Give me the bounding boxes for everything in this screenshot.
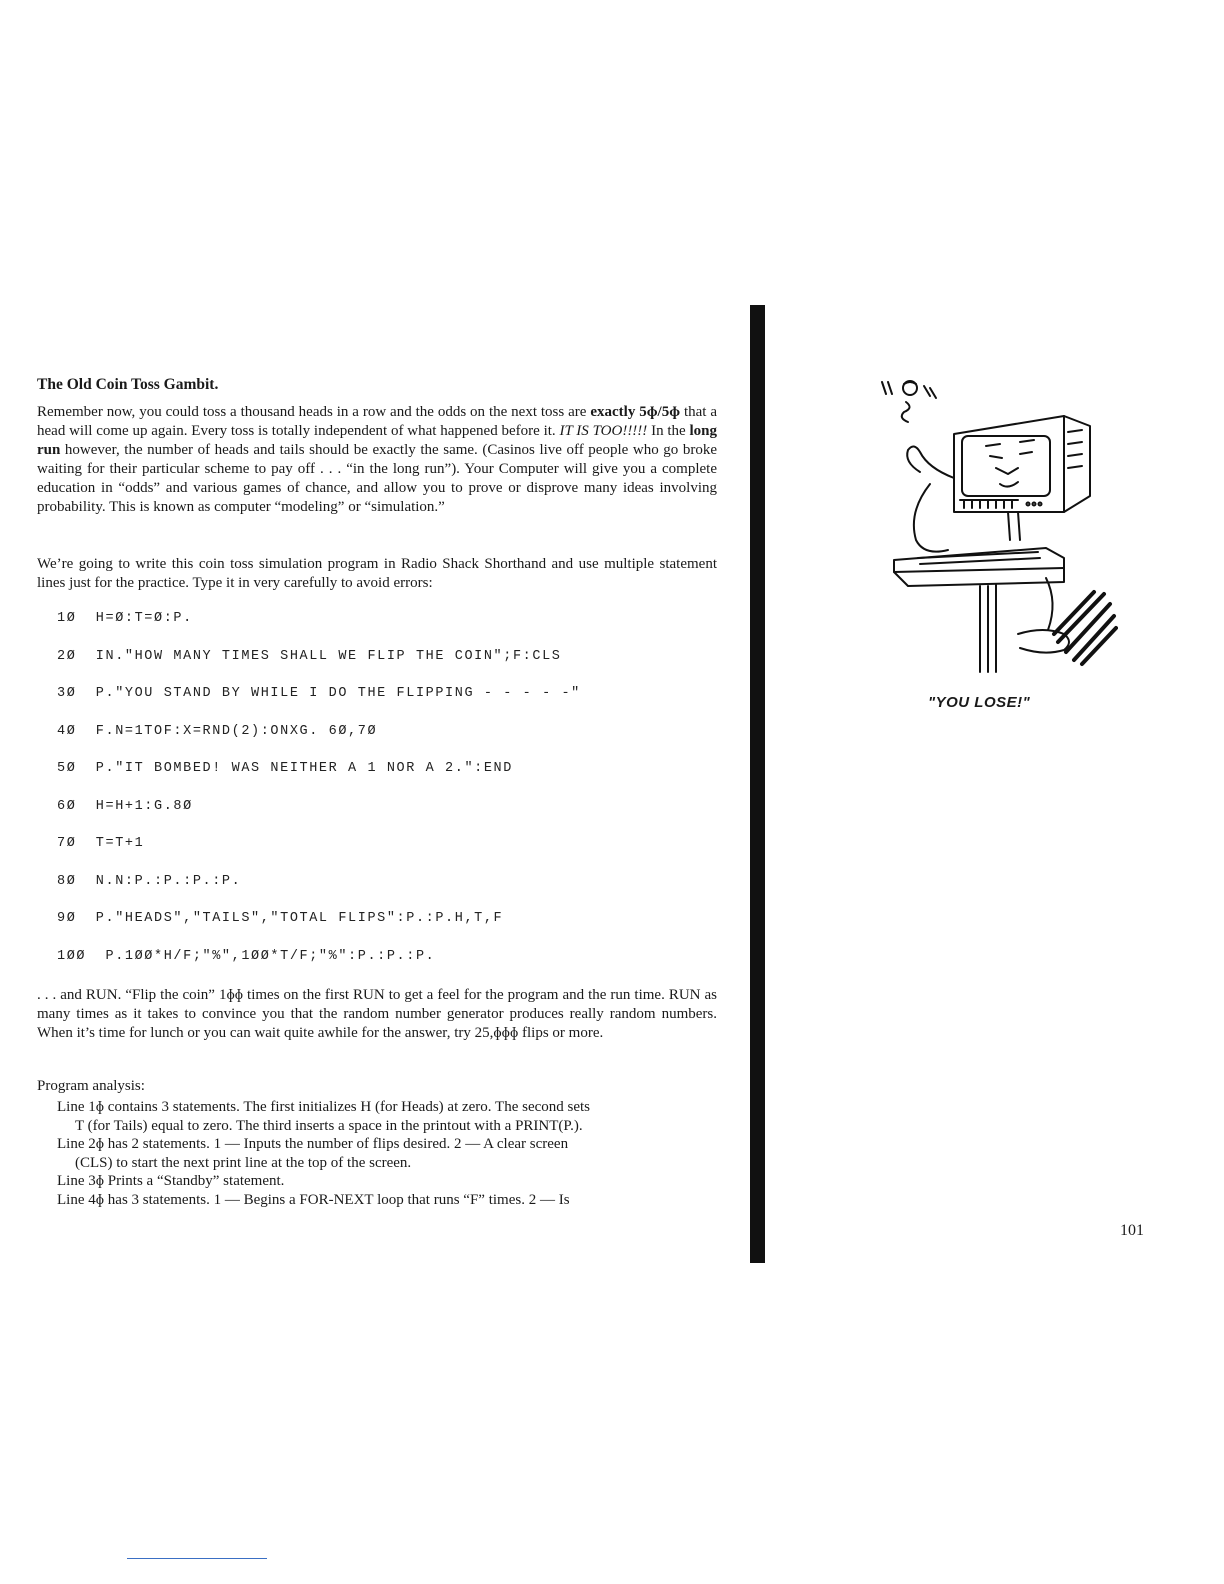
program-line: 2Ø IN."HOW MANY TIMES SHALL WE FLIP THE COIN";F:CLS — [57, 648, 562, 664]
analysis-item-continuation: (CLS) to start the next print line at the top of the screen. — [75, 1154, 412, 1171]
page-number: 101 — [1120, 1222, 1144, 1239]
analysis-item-text: Line 2ɸ has 2 statements. 1 — Inputs the number of flips desired. 2 — A clear screen — [57, 1136, 569, 1152]
analysis-item-text: Line 3ɸ Prints a “Standby” statement. — [57, 1173, 285, 1189]
analysis-item-continuation: T (for Tails) equal to zero. The third inserts a space in the printout with a PRINT(P.). — [75, 1117, 583, 1134]
program-line: 1ØØ P.1ØØ*H/F;"%",1ØØ*T/F;"%":P.:P.:P. — [57, 948, 436, 964]
intro-bold-odds: exactly 5ɸ/5ɸ — [590, 404, 681, 420]
program-listing — [57, 610, 581, 985]
intro-text-2: that a head will come up again. Every toss is totally independent of what happened before it. — [37, 404, 718, 439]
cartoon-caption: "YOU LOSE!" — [928, 694, 1031, 711]
program-line: 9Ø P."HEADS","TAILS","TOTAL FLIPS":P.:P.H,T,F — [57, 911, 504, 926]
footnote-rule — [127, 1558, 267, 1559]
program-line: 4Ø F.N=1TOF:X=RND(2):ONXG. 6Ø,7Ø — [57, 723, 378, 739]
intro-bold-long-run: long run — [37, 423, 717, 458]
section-heading: The Old Coin Toss Gambit. — [37, 376, 219, 393]
program-line: 7Ø T=T+1 — [57, 836, 145, 851]
analysis-list — [57, 1098, 717, 1209]
analysis-item — [57, 1191, 717, 1210]
program-line: 1Ø H=Ø:T=Ø:P. — [57, 611, 193, 626]
analysis-item-text: Line 4ɸ has 3 statements. 1 — Begins a FOR-NEXT loop that runs “F” times. 2 — Is — [57, 1191, 570, 1208]
page-edge-bar — [750, 305, 765, 1263]
program-line: 6Ø H=H+1:G.8Ø — [57, 798, 193, 814]
analysis-heading: Program analysis: — [37, 1078, 145, 1094]
run-instructions-paragraph: . . . and RUN. “Flip the coin” 1ɸɸ times on the first RUN to get a feel for the program and the run time. RUN as many times as it takes to convince you that the random number generator produces really random numbers. When it’s time for lunch or you can wait quite awhile for the answer, try 25,ɸɸɸ flips or more. — [37, 987, 717, 1041]
analysis-item — [57, 1135, 717, 1172]
analysis-item-text: Line 1ɸ contains 3 statements. The first initializes H (for Heads) at zero. The second sets — [57, 1099, 591, 1115]
program-line: 5Ø P."IT BOMBED! WAS NEITHER A 1 NOR A 2.":END — [57, 761, 513, 776]
intro-paragraph — [37, 403, 717, 517]
analysis-item — [57, 1098, 717, 1135]
intro-text-1: Remember now, you could toss a thousand heads in a row and the odds on the next toss are — [37, 404, 591, 420]
intro-text-4: however, the number of heads and tails should be exactly the same. (Casinos live off people who go broke waiting for their particular scheme to pay off . . . “in the long run”). Your Computer will give you a complete education in “odds” and various games of chance, and allow you to prove or disprove many ideas involving probability. This is known as computer “modeling” or “simulation.” — [37, 442, 717, 515]
intro-text-3: In the — [647, 423, 690, 439]
analysis-item — [57, 1172, 717, 1191]
program-intro-paragraph: We’re going to write this coin toss simulation program in Radio Shack Shorthand and use multiple statement lines just for the practice. Type it in very carefully to avoid errors: — [37, 556, 717, 591]
program-line: 8Ø N.N:P.:P.:P.:P. — [57, 873, 242, 889]
intro-italic-exclaim: IT IS TOO!!!!! — [559, 423, 648, 439]
computer-cartoon-icon — [868, 372, 1118, 688]
program-line: 3Ø P."YOU STAND BY WHILE I DO THE FLIPPING - - - - -" — [57, 686, 581, 701]
